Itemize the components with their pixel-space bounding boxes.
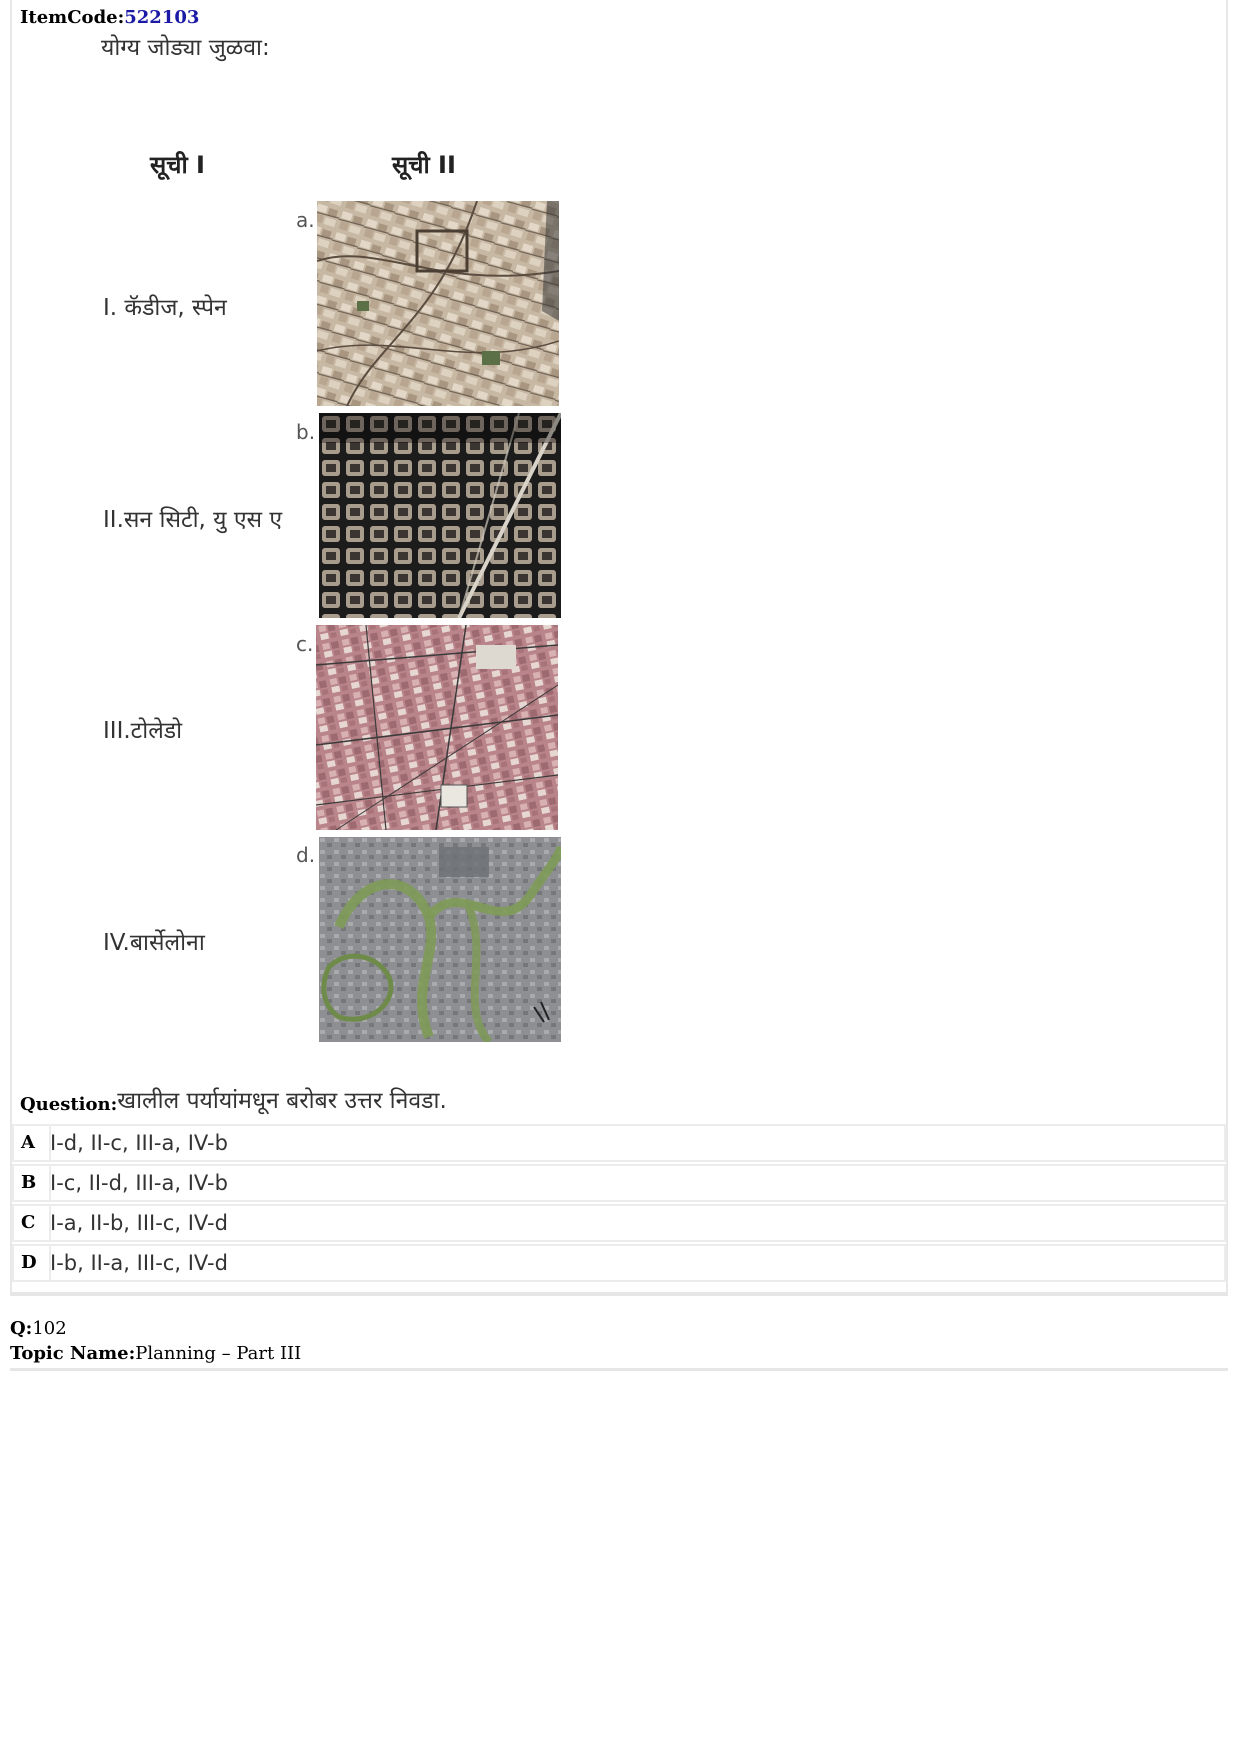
option-text: I-a, II-b, III-c, IV-d (50, 1211, 228, 1235)
option-letter: A (21, 1126, 51, 1160)
option-letter: B (21, 1166, 51, 1200)
list1-item-2: II.सन सिटी, यु एस ए (103, 507, 283, 533)
aerial-image-b (319, 413, 561, 618)
option-text: I-d, II-c, III-a, IV-b (50, 1131, 228, 1155)
question-label: Question: (20, 1094, 118, 1115)
option-d[interactable] (12, 1244, 1226, 1282)
divider (10, 1368, 1228, 1371)
list2-letter-c: c. (296, 632, 314, 656)
aerial-image-a (317, 201, 559, 406)
option-letter: D (21, 1246, 51, 1280)
item-code-value: 522103 (124, 7, 200, 28)
aerial-image-d (319, 837, 561, 1042)
instruction-text: योग्य जोड्या जुळवा: (101, 35, 270, 61)
list1-item-1: I. कॅडीज, स्पेन (103, 295, 227, 321)
list1-item-4: IV.बार्सेलोना (103, 930, 205, 956)
list2-letter-d: d. (296, 843, 316, 867)
option-letter: C (21, 1206, 51, 1240)
aerial-image-c (316, 625, 558, 830)
list1-heading: सूची I (150, 151, 205, 179)
topic-name-label: Topic Name: (10, 1343, 136, 1364)
item-code-label: ItemCode: (20, 7, 125, 28)
list1-item-3: III.टोलेडो (103, 718, 183, 744)
option-text: I-c, II-d, III-a, IV-b (50, 1171, 228, 1195)
topic-name-value: Planning – Part III (135, 1343, 302, 1364)
option-b[interactable] (12, 1164, 1226, 1202)
question-number-value: 102 (32, 1318, 67, 1339)
option-a[interactable] (12, 1124, 1226, 1162)
option-c[interactable] (12, 1204, 1226, 1242)
option-text: I-b, II-a, III-c, IV-d (50, 1251, 228, 1275)
question-number (10, 1318, 67, 1339)
list2-heading: सूची II (392, 151, 456, 179)
list2-letter-a: a. (296, 208, 315, 232)
topic-name (10, 1343, 301, 1364)
question-number-label: Q: (10, 1318, 33, 1339)
list2-letter-b: b. (296, 420, 316, 444)
question-text: खालील पर्यायांमधून बरोबर उत्तर निवडा. (117, 1088, 447, 1114)
question (20, 1083, 447, 1115)
item-code (20, 7, 199, 28)
